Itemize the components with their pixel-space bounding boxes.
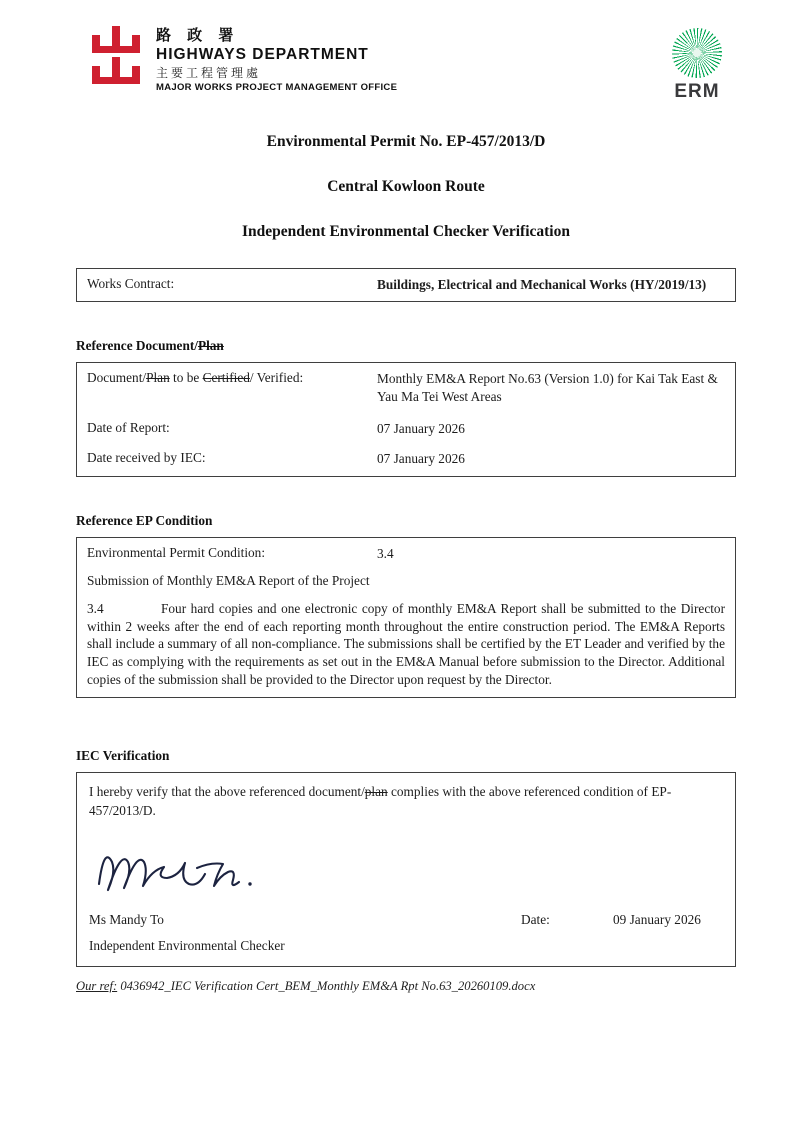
ep-condition-number: 3.4 xyxy=(87,600,104,616)
works-contract-row xyxy=(77,269,735,301)
our-ref-value: 0436942_IEC Verification Cert_BEM_Monthly EM&A Rpt No.63_20260109.docx xyxy=(117,979,536,994)
date-label: Date: xyxy=(521,912,550,928)
our-ref-label: Our ref: xyxy=(76,979,118,994)
reference-document-table xyxy=(76,362,736,477)
table-row xyxy=(77,538,735,570)
label-part: Document/ xyxy=(87,369,147,385)
ep-condition-body: Four hard copies and one electronic copy of monthly EM&A Report shall be submitted to the Director within 2 weeks after the end of each reporting month throughout the entire construction period. The EM&A Reports shall include a summary of all non-compliance. The submissions shall be certified by the ET Leader and verified by the IEC as complying with the requirements as set out in the EM&A Manual before submission to the Director. Additional copies of the submission shall be provided to the Director upon request by the Director. xyxy=(87,600,725,688)
statement-part: complies with the above referenced condition of EP-457/2013/D. xyxy=(89,784,672,818)
works-contract-value: Buildings, Electrical and Mechanical Works (HY/2019/13) xyxy=(377,277,707,292)
highways-department-logo-icon xyxy=(88,26,144,88)
office-name-english: MAJOR WORKS PROJECT MANAGEMENT OFFICE xyxy=(156,81,398,93)
footer-reference xyxy=(76,979,736,994)
reference-document-heading-prefix: Reference Document/ xyxy=(76,337,198,353)
date-of-report-value: 07 January 2026 xyxy=(377,420,465,436)
reference-document-heading xyxy=(76,338,736,354)
dept-name-english: HIGHWAYS DEPARTMENT xyxy=(156,46,369,64)
label-part-struck: Certified xyxy=(202,369,250,385)
signature-image xyxy=(93,834,723,900)
office-name-chinese: 主要工程管理處 xyxy=(156,66,262,81)
document-to-be-verified-label xyxy=(87,370,377,406)
works-contract-table xyxy=(76,268,736,302)
statement-part-struck: plan xyxy=(364,784,388,800)
date-value: 09 January 2026 xyxy=(613,912,701,928)
table-row xyxy=(77,446,735,476)
reference-ep-table xyxy=(76,537,736,699)
reference-document-heading-struck: Plan xyxy=(197,337,224,353)
date-received-label: Date received by IEC: xyxy=(87,449,206,465)
ep-condition-value: 3.4 xyxy=(377,545,394,561)
verification-title: Independent Environmental Checker Verification xyxy=(242,223,570,240)
permit-number-title: Environmental Permit No. EP-457/2013/D xyxy=(266,133,546,150)
iec-verification-box xyxy=(76,772,736,967)
signature-row xyxy=(89,912,723,932)
label-part-struck: Plan xyxy=(146,369,170,385)
date-received-value: 07 January 2026 xyxy=(377,450,465,466)
iec-verification-heading: IEC Verification xyxy=(76,748,170,764)
signer-title: Independent Environmental Checker xyxy=(89,938,285,954)
reference-ep-heading: Reference EP Condition xyxy=(76,512,213,528)
erm-branding xyxy=(672,28,722,103)
table-row xyxy=(77,363,735,416)
ep-condition-text xyxy=(77,598,735,698)
label-part: to be xyxy=(169,369,203,385)
header xyxy=(76,26,736,103)
table-row xyxy=(77,416,735,446)
dept-name-chinese: 路 政 署 xyxy=(156,27,240,44)
project-title: Central Kowloon Route xyxy=(327,178,485,195)
ep-condition-subject: Submission of Monthly EM&A Report of the Project xyxy=(87,572,370,588)
erm-logo-icon xyxy=(672,28,722,78)
department-text-block xyxy=(156,26,397,94)
label-part: / Verified: xyxy=(249,369,304,385)
erm-label: ERM xyxy=(674,81,720,102)
iec-statement xyxy=(89,783,723,820)
document-titles xyxy=(76,133,736,241)
signer-name: Ms Mandy To xyxy=(89,912,164,928)
date-of-report-label: Date of Report: xyxy=(87,419,170,435)
ep-condition-label: Environmental Permit Condition: xyxy=(87,544,266,560)
statement-part: I hereby verify that the above referenced document/ xyxy=(89,784,365,800)
document-to-be-verified-value: Monthly EM&A Report No.63 (Version 1.0) for Kai Tak East & Yau Ma Tei West Areas xyxy=(377,370,718,404)
highways-department-branding xyxy=(88,26,397,94)
works-contract-label: Works Contract: xyxy=(87,276,175,291)
